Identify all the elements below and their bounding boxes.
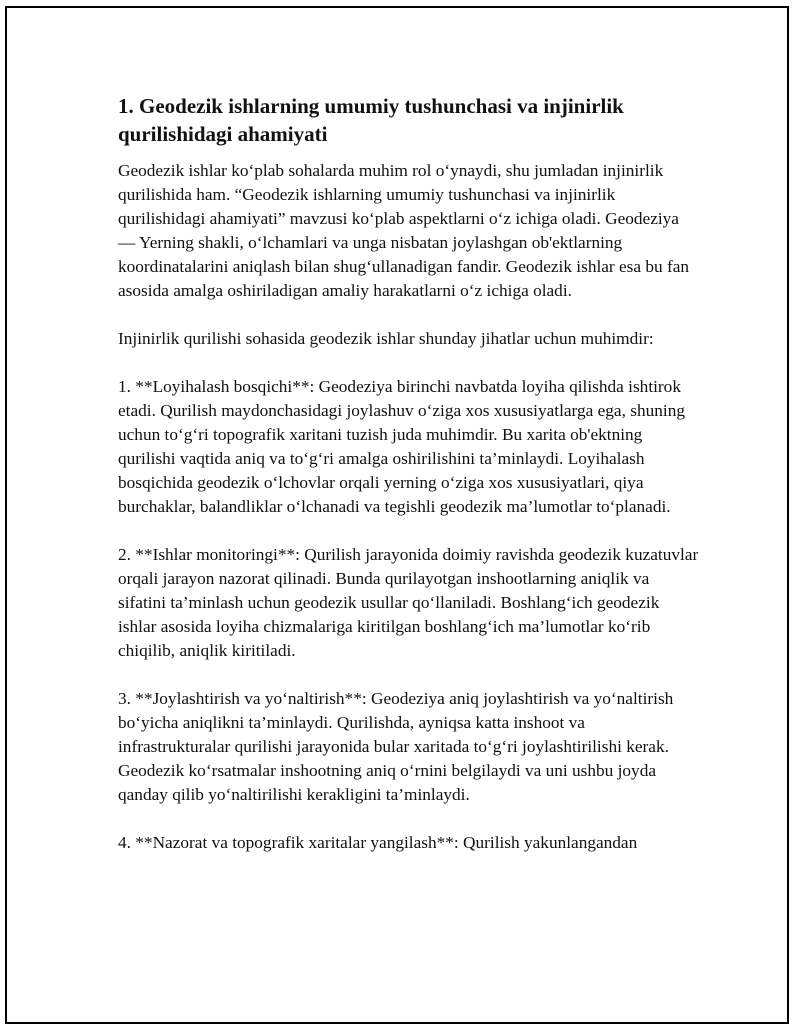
document-body (118, 92, 700, 879)
intro-paragraph: Geodezik ishlar ko‘plab sohalarda muhim rol o‘ynaydi, shu jumladan injinirlik qurilishida ham. “Geodezik ishlarning umumiy tushunchasi va injinirlik qurilishidagi ahamiyati” mavzusi ko‘plab aspektlarni o‘z ichiga oladi. Geodeziya — Yerning shakli, o‘lchamlari va unga nisbatan joylashgan ob'ektlarning koordinatalarini aniqlash bilan shug‘ullanadigan fandir. Geodezik ishlar esa bu fan asosida amalga oshiriladigan amaliy harakatlarni o‘z ichiga oladi. (118, 161, 690, 300)
item-2-paragraph: 2. **Ishlar monitoringi**: Qurilish jarayonida doimiy ravishda geodezik kuzatuvlar orqali jarayon nazorat qilinadi. Bunda qurilayotgan inshootlarning aniqlik va sifatini ta’minlash uchun geodezik usullar qo‘llaniladi. Boshlang‘ich geodezik ishlar asosida loyiha chizmalariga kiritilgan boshlang‘ich ma’lumotlar ko‘rib chiqilib, aniqlik kiritiladi. (118, 545, 699, 660)
section-title: 1. Geodezik ishlarning umumiy tushunchasi va injinirlik qurilishidagi ahamiyati (118, 94, 624, 146)
item-1-paragraph: 1. **Loyihalash bosqichi**: Geodeziya birinchi navbatda loyiha qilishda ishtirok etadi. Qurilish maydonchasidagi joylashuv o‘ziga xos xususiyatlarga ega, shuning uchun to‘g‘ri topografik xaritani tuzish juda muhimdir. Bu xarita ob'ektning qurilishi vaqtida aniq va to‘g‘ri amalga oshirilishini ta’minlaydi. Loyihalash bosqichida geodezik o‘lchovlar orqali yerning o‘ziga xos xususiyatlari, qiya burchaklar, balandliklar o‘lchanadi va tegishli geodezik ma’lumotlar to‘planadi. (118, 377, 685, 516)
item-4-paragraph: 4. **Nazorat va topografik xaritalar yangilash**: Qurilish yakunlangandan (118, 833, 638, 852)
item-3-paragraph: 3. **Joylashtirish va yo‘naltirish**: Geodeziya aniq joylashtirish va yo‘naltirish bo‘yicha aniqlikni ta’minlaydi. Qurilishda, ayniqsa katta inshoot va infrastrukturalar qurilishi jarayonida bular xaritada to‘g‘ri joylashtirilishi kerak. Geodezik ko‘rsatmalar inshootning aniq o‘rnini belgilaydi va uni ushbu joyda qanday qilib yo‘naltirilishi kerakligini ta’minlaydi. (118, 689, 674, 804)
importance-lead-paragraph: Injinirlik qurilishi sohasida geodezik ishlar shunday jihatlar uchun muhimdir: (118, 329, 654, 348)
